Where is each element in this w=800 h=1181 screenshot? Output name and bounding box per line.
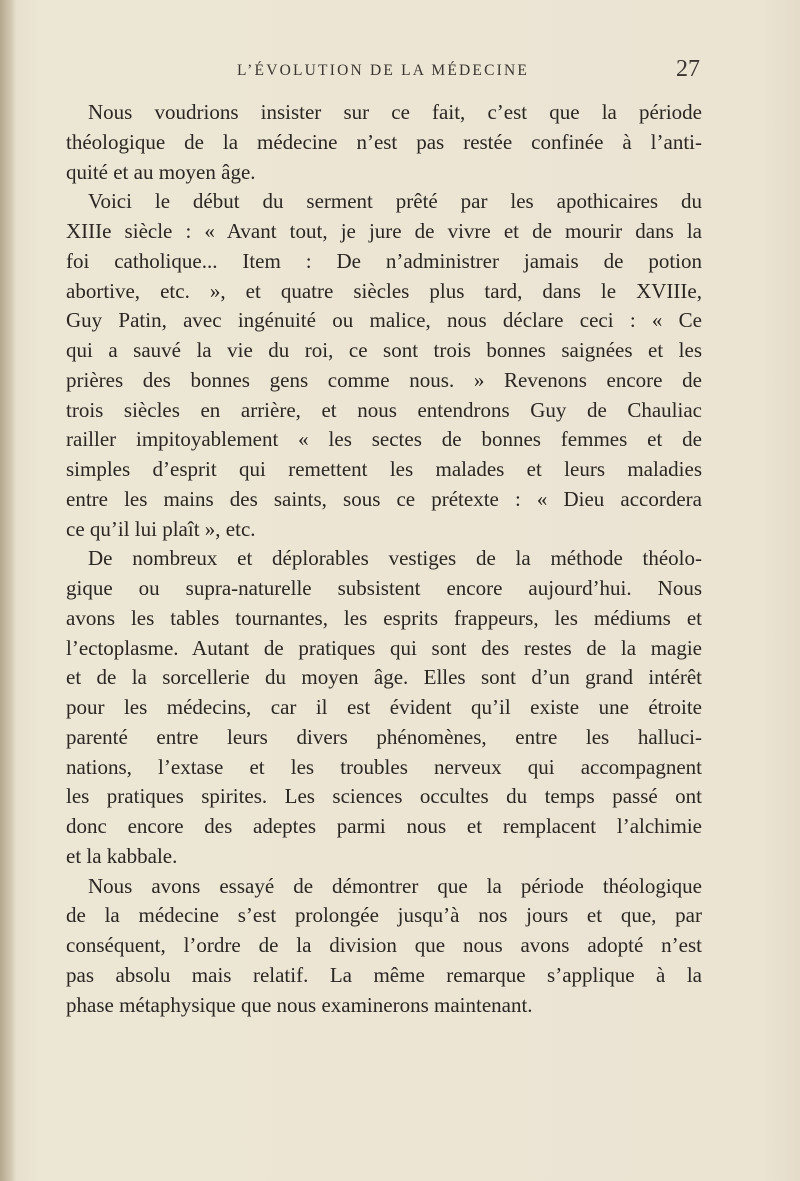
text-line: pas absolu mais relatif. La même remarque s’applique à la [66, 962, 702, 987]
text-line: de la médecine s’est prolongée jusqu’à nos jours et que, par [66, 903, 702, 928]
text-line: Nous avons essayé de démontrer que la période théologique [88, 873, 702, 898]
text-line: entre les mains des saints, sous ce prétexte : « Dieu accordera [66, 486, 702, 511]
text-line: avons les tables tournantes, les esprits frappeurs, les médiums et [66, 605, 702, 630]
text-line: Guy Patin, avec ingénuité ou malice, nous déclare ceci : « Ce [66, 308, 702, 333]
text-line: ce qu’il lui plaît », etc. [66, 516, 256, 541]
text-line: XIIIe siècle : « Avant tout, je jure de vivre et de mourir dans la [66, 219, 702, 243]
running-title: L’ÉVOLUTION DE LA MÉDECINE [236, 62, 530, 79]
text-line: gique ou supra-naturelle subsistent encore aujourd’hui. Nous [66, 576, 702, 600]
text-line: phase métaphysique que nous examinerons maintenant. [66, 992, 533, 1017]
text-line: prières des bonnes gens comme nous. » Revenons encore de [66, 367, 702, 392]
text-line: nations, l’extase et les troubles nerveux qui accompagnent [66, 754, 702, 779]
text-line: théologique de la médecine n’est pas restée confinée à l’anti- [66, 129, 702, 154]
text-line: trois siècles en arrière, et nous entendrons Guy de Chauliac [66, 397, 702, 422]
text-line: De nombreux et déplorables vestiges de la méthode théolo- [88, 546, 702, 571]
text-line: Voici le début du serment prêté par les apothicaires du [88, 189, 702, 214]
text-line: et de la sorcellerie du moyen âge. Elles sont d’un grand intérêt [66, 665, 702, 690]
text-line: qui a sauvé la vie du roi, ce sont trois bonnes saignées et les [66, 338, 702, 362]
body-text [66, 98, 702, 1020]
text-line: foi catholique... Item : De n’administrer jamais de potion [66, 248, 702, 273]
text-line: les pratiques spirites. Les sciences occultes du temps passé ont [66, 784, 702, 809]
text-line: pour les médecins, car il est évident qu’il existe une étroite [66, 695, 702, 719]
page-binding-edge [0, 0, 16, 1181]
text-line: et la kabbale. [66, 843, 178, 868]
text-line: quité et au moyen âge. [66, 159, 256, 184]
text-line: l’ectoplasme. Autant de pratiques qui sont des restes de la magie [66, 635, 702, 660]
text-line: parenté entre leurs divers phénomènes, entre les halluci- [66, 724, 702, 749]
text-line: conséquent, l’ordre de la division que nous avons adopté n’est [66, 933, 702, 957]
text-line: abortive, etc. », et quatre siècles plus tard, dans le XVIIIe, [66, 278, 702, 303]
text-line: simples d’esprit qui remettent les malades et leurs maladies [66, 457, 702, 481]
text-line: Nous voudrions insister sur ce fait, c’est que la période [88, 100, 702, 124]
page-header [66, 58, 700, 88]
text-line: donc encore des adeptes parmi nous et remplacent l’alchimie [66, 814, 702, 838]
text-line: railler impitoyablement « les sectes de bonnes femmes et de [66, 427, 702, 452]
page-number: 27 [676, 56, 700, 82]
